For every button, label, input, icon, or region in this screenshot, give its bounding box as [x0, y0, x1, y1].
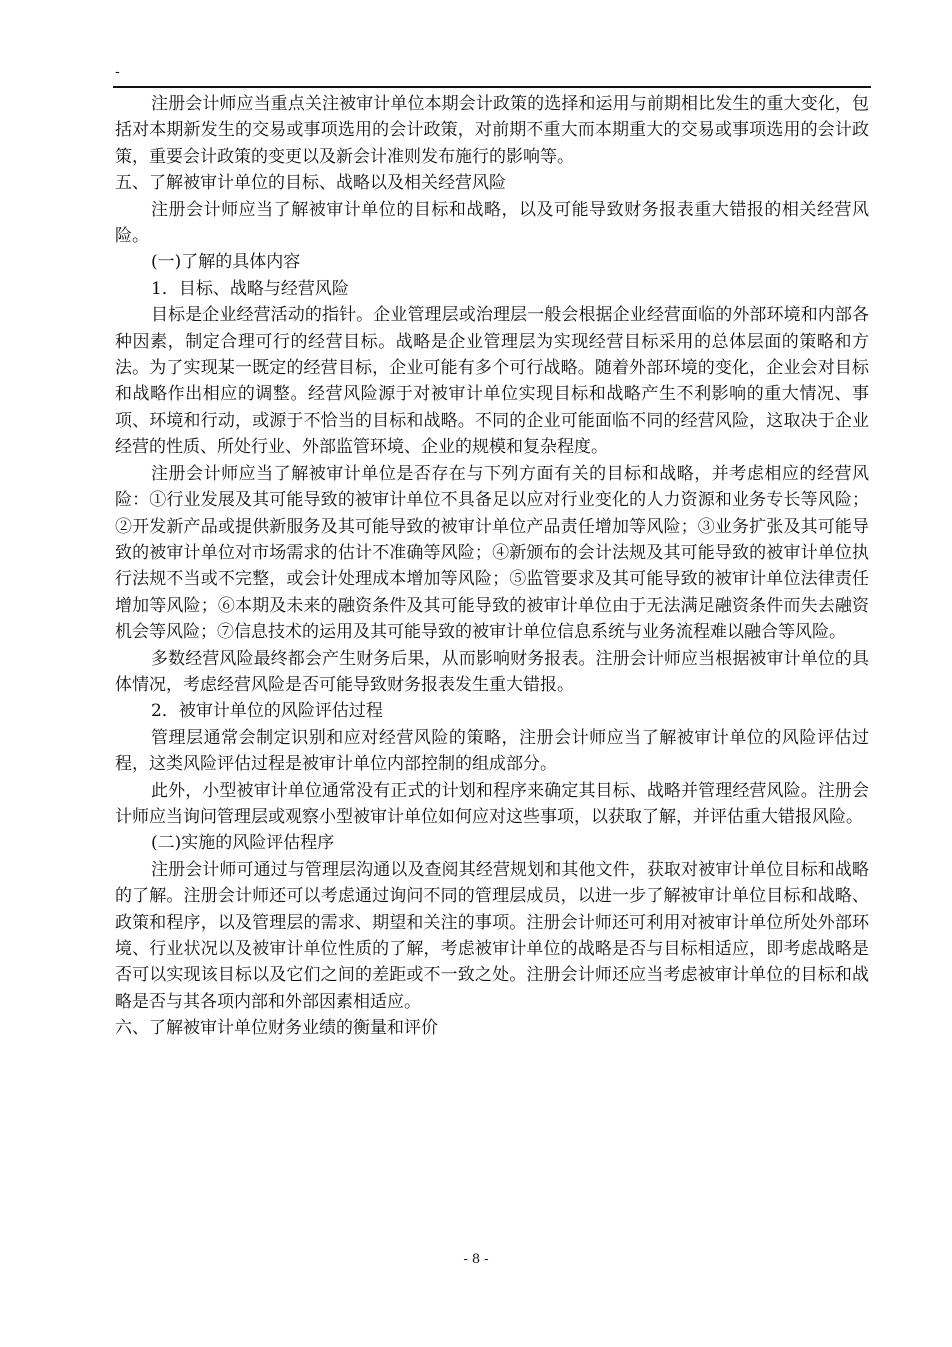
section-heading-6: 六、了解被审计单位财务业绩的衡量和评价: [115, 1018, 438, 1039]
header-mark: -: [115, 64, 120, 80]
section-heading-5: 五、了解被审计单位的目标、战略以及相关经营风险: [115, 173, 506, 194]
subsection-heading-procedures: (二)实施的风险评估程序: [151, 833, 335, 854]
paragraph-risk-assessment-process: 管理层通常会制定识别和应对经营风险的策略，注册会计师应当了解被审计单位的风险评估过程，这类风险评估过程是被审计单位内部控制的组成部分。: [115, 727, 869, 775]
item-heading-1: 1．目标、战略与经营风险: [151, 278, 349, 299]
document-body: [115, 91, 869, 1042]
page-number: - 8 -: [463, 1252, 489, 1267]
paragraph-accounting-policy-changes: 注册会计师应当重点关注被审计单位本期会计政策的选择和运用与前期相比发生的重大变化，包括对本期新发生的交易或事项选用的会计政策，对前期不重大而本期重大的交易或事项选用的会计政策，重要会计政策的变更以及新会计准则发布施行的影响等。: [115, 94, 869, 167]
paragraph-objectives-definition: 目标是企业经营活动的指针。企业管理层或治理层一般会根据企业经营面临的外部环境和内部各种因素，制定合理可行的经营目标。战略是企业管理层为实现经营目标采用的总体层面的策略和方法。为了实现某一既定的经营目标，企业可能有多个可行战略。随着外部环境的变化，企业会对目标和战略作出相应的调整。经营风险源于对被审计单位实现目标和战略产生不利影响的重大情况、事项、环境和行动，或源于不恰当的目标和战略。不同的企业可能面临不同的经营风险，这取决于企业经营的性质、所处行业、外部监管环境、企业的规模和复杂程度。: [115, 305, 869, 458]
paragraph-financial-consequences: 多数经营风险最终都会产生财务后果，从而影响财务报表。注册会计师应当根据被审计单位的具体情况，考虑经营风险是否可能导致财务报表发生重大错报。: [115, 648, 869, 695]
paragraph-objectives-intro: 注册会计师应当了解被审计单位的目标和战略，以及可能导致财务报表重大错报的相关经营风险。: [115, 199, 869, 247]
paragraph-small-entities: 此外，小型被审计单位通常没有正式的计划和程序来确定其目标、战略并管理经营风险。注册会计师应当询问管理层或观察小型被审计单位如何应对这些事项，以获取了解，并评估重大错报风险。: [115, 780, 869, 827]
subsection-heading-content: (一)了解的具体内容: [151, 252, 301, 273]
header-rule: [113, 86, 871, 88]
paragraph-procedures: 注册会计师可通过与管理层沟通以及查阅其经营规划和其他文件，获取对被审计单位目标和战略的了解。注册会计师还可以考虑通过询问不同的管理层成员，以进一步了解被审计单位目标和战略、政策和程序，以及管理层的需求、期望和关注的事项。注册会计师还可利用对被审计单位所处外部环境、行业状况以及被审计单位性质的了解，考虑被审计单位的战略是否与目标相适应，即考虑战略是否可以实现该目标以及它们之间的差距或不一致之处。注册会计师还应当考虑被审计单位的目标和战略是否与其各项内部和外部因素相适应。: [115, 859, 869, 1012]
item-heading-2: 2．被审计单位的风险评估过程: [151, 701, 383, 722]
paragraph-risk-list: 注册会计师应当了解被审计单位是否存在与下列方面有关的目标和战略，并考虑相应的经营风险：①行业发展及其可能导致的被审计单位不具备足以应对行业变化的人力资源和业务专长等风险；②开发新产品或提供新服务及其可能导致的被审计单位产品责任增加等风险；③业务扩张及其可能导致的被审计单位对市场需求的估计不准确等风险；④新颁布的会计法规及其可能导致的被审计单位执行法规不当或不完整，或会计处理成本增加等风险；⑤监管要求及其可能导致的被审计单位法律责任增加等风险；⑥本期及未来的融资条件及其可能导致的被审计单位由于无法满足融资条件而失去融资机会等风险；⑦信息技术的运用及其可能导致的被审计单位信息系统与业务流程难以融合等风险。: [115, 463, 869, 643]
